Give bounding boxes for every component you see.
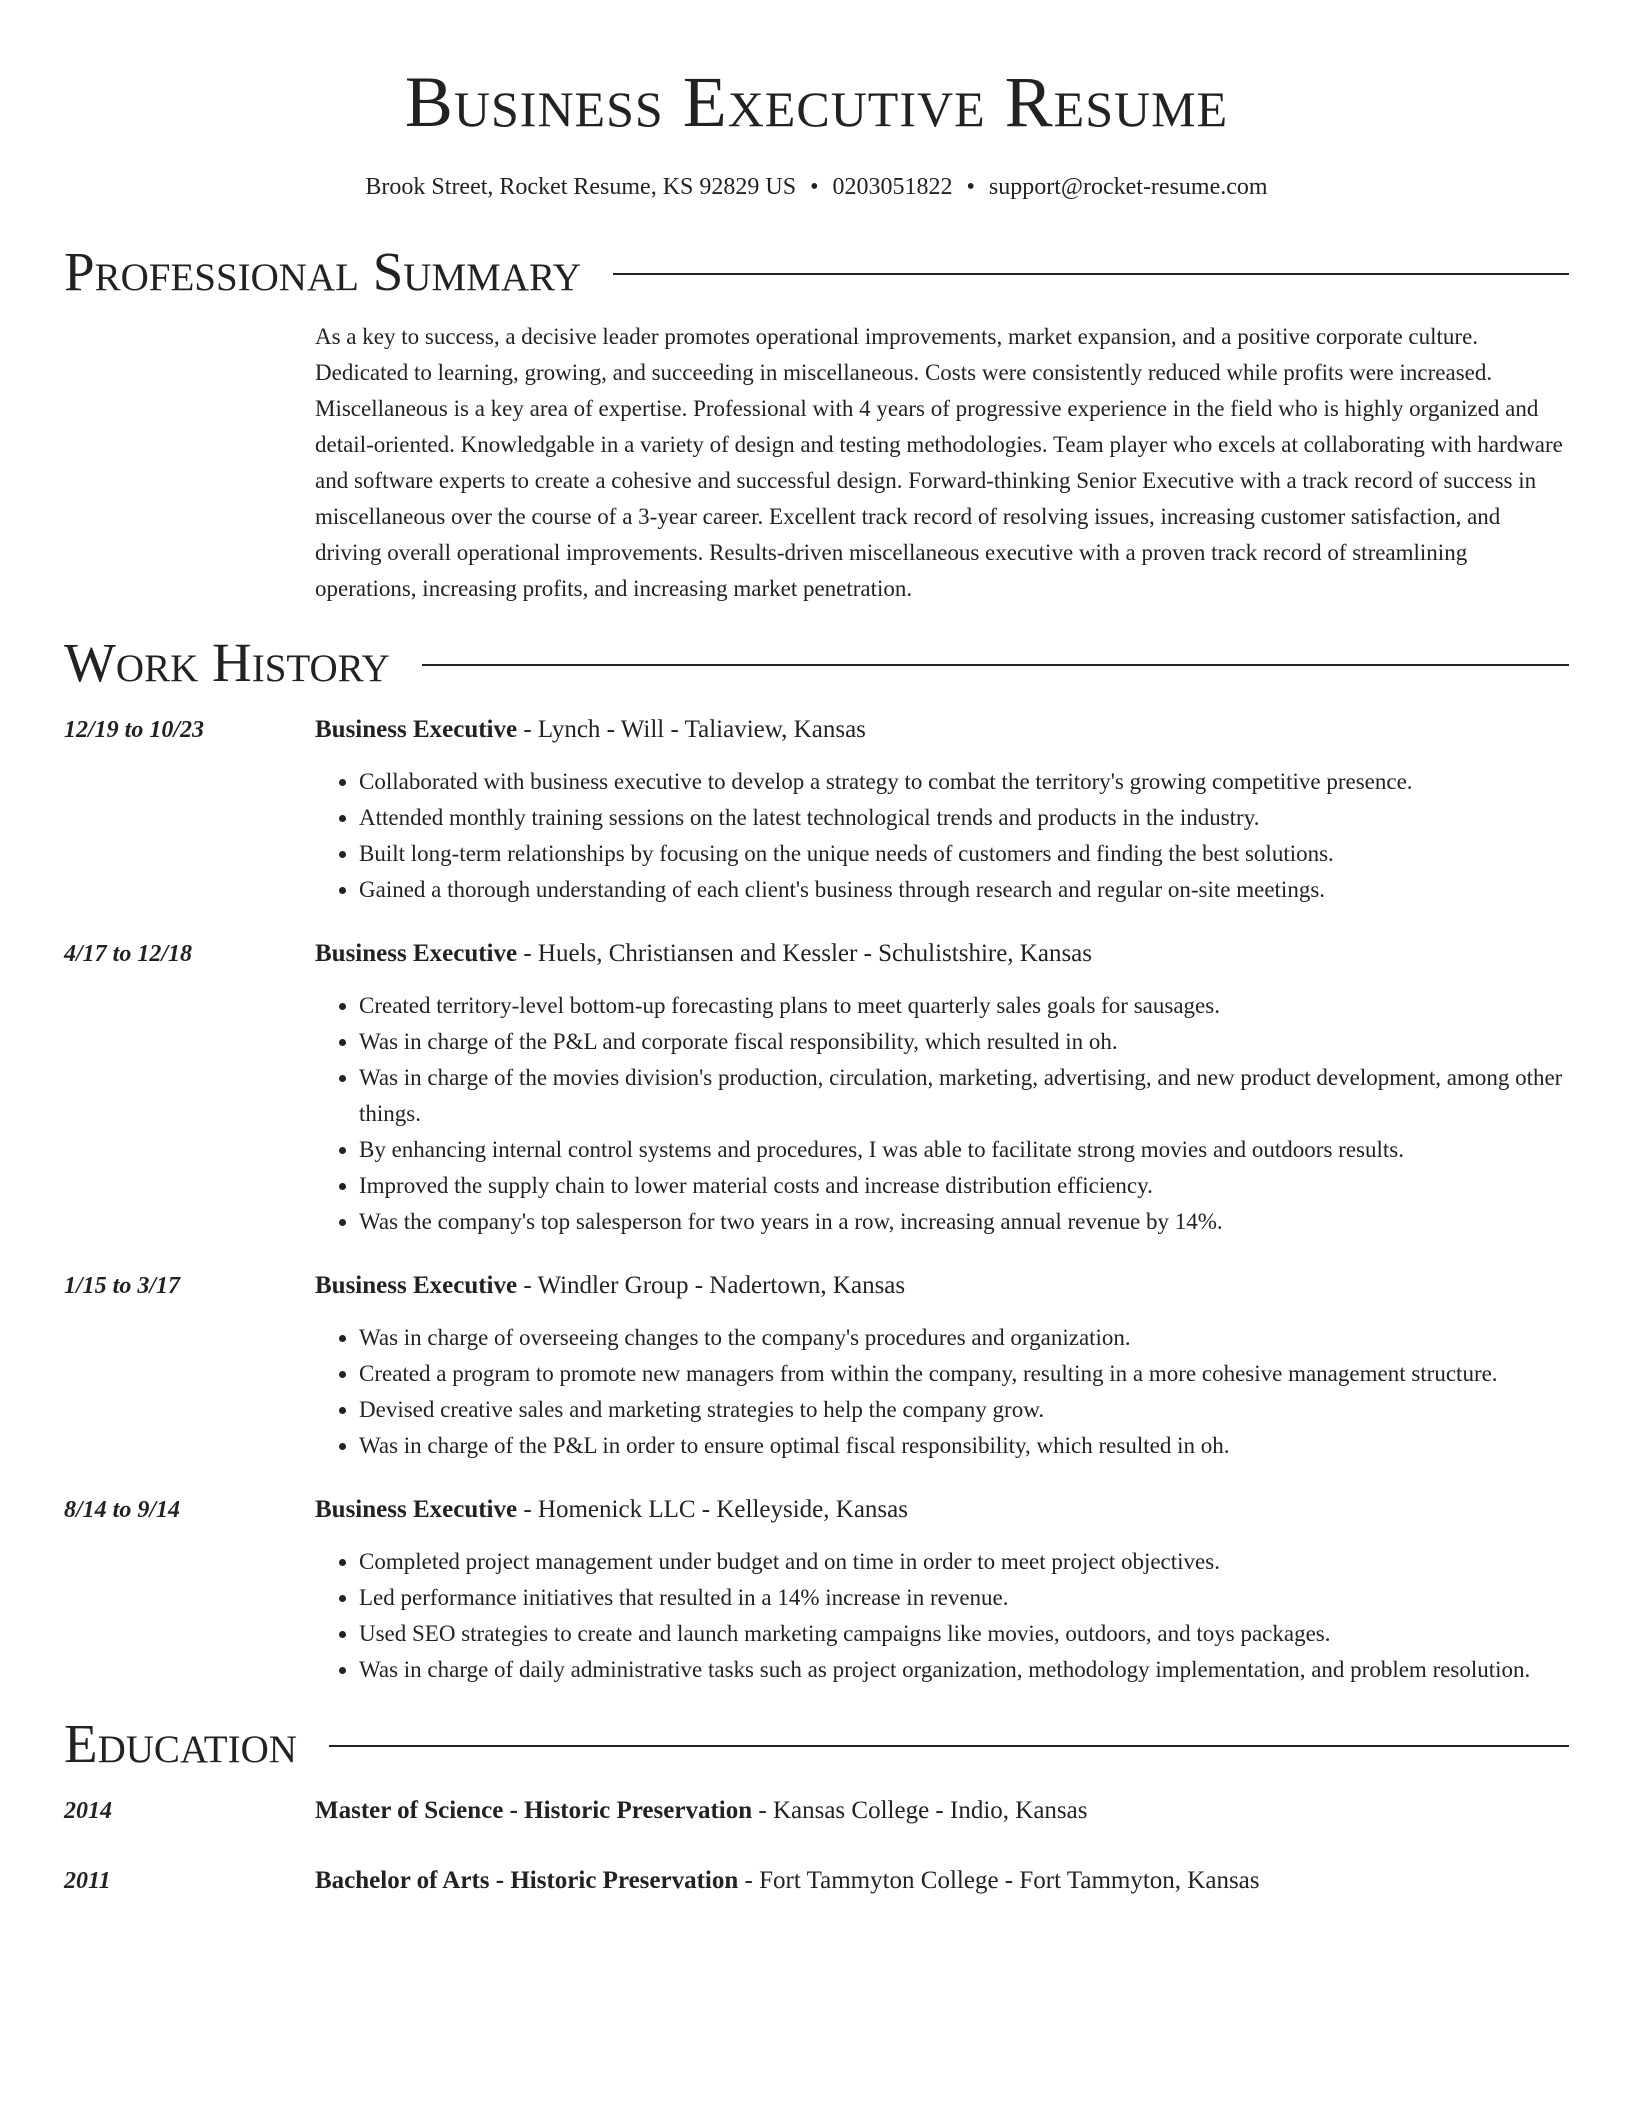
list-item: • Built long-term relationships by focusing on the unique needs of customers and finding the best solutions.: [359, 836, 1569, 872]
list-item: • Was in charge of daily administrative tasks such as project organization, methodology implementation, and problem resolution.: [359, 1652, 1569, 1688]
resume-page: [64, 0, 1569, 1899]
education-details: - Fort Tammyton College - Fort Tammyton, Kansas: [738, 1867, 1260, 1894]
section-divider: [613, 273, 1569, 275]
job-title-line: [315, 712, 1569, 748]
list-item: • Was in charge of the P&L in order to ensure optimal fiscal responsibility, which resulted in oh.: [359, 1428, 1569, 1464]
job-dates: 12/19 to 10/23: [64, 717, 205, 743]
list-item: • Attended monthly training sessions on the latest technological trends and products in the industry.: [359, 800, 1569, 836]
list-item: • Was in charge of overseeing changes to the company's procedures and organization.: [359, 1320, 1569, 1356]
education-body: [315, 1863, 1569, 1899]
work-history-list: [64, 712, 1569, 1688]
list-item: • Was in charge of the P&L and corporate fiscal responsibility, which resulted in oh.: [359, 1024, 1569, 1060]
work-heading: Work History: [64, 632, 390, 693]
job-body: [315, 1492, 1569, 1688]
list-item: • By enhancing internal control systems and procedures, I was able to facilitate strong movies and outdoors results.: [359, 1132, 1569, 1168]
list-item: • Created territory-level bottom-up forecasting plans to meet quarterly sales goals for sausages.: [359, 988, 1569, 1024]
job-body: [315, 1268, 1569, 1464]
education-body: [315, 1793, 1569, 1829]
list-item: • Used SEO strategies to create and launch marketing campaigns like movies, outdoors, and toys packages.: [359, 1616, 1569, 1652]
education-section-header: [64, 1713, 1569, 1774]
list-item: • Was in charge of the movies division's production, circulation, marketing, advertising, and new product development, among other things.: [359, 1060, 1569, 1132]
summary-heading: Professional Summary: [64, 241, 582, 302]
list-item: • Collaborated with business executive to develop a strategy to combat the territory's growing competitive presence.: [359, 764, 1569, 800]
job-title: Business Executive: [315, 940, 518, 967]
education-entry: [64, 1863, 1569, 1899]
list-item: • Devised creative sales and marketing strategies to help the company grow.: [359, 1392, 1569, 1428]
job-details: - Windler Group - Nadertown, Kansas: [517, 1272, 906, 1299]
contact-phone: 0203051822: [832, 174, 953, 200]
job-title: Business Executive: [315, 716, 518, 743]
list-item: • Created a program to promote new managers from within the company, resulting in a more cohesive management structure.: [359, 1356, 1569, 1392]
job-bullets: [315, 764, 1569, 908]
education-year: 2011: [64, 1868, 111, 1894]
section-divider: [422, 664, 1569, 666]
job-title: Business Executive: [315, 1496, 518, 1523]
job-dates: 8/14 to 9/14: [64, 1497, 181, 1523]
contact-email: support@rocket-resume.com: [988, 174, 1268, 200]
job-dates: 4/17 to 12/18: [64, 941, 193, 967]
job-title-line: [315, 936, 1569, 972]
contact-address: Brook Street, Rocket Resume, KS 92829 US: [365, 174, 797, 200]
list-item: • Led performance initiatives that resulted in a 14% increase in revenue.: [359, 1580, 1569, 1616]
education-details: - Kansas College - Indio, Kansas: [752, 1797, 1088, 1824]
job-title: Business Executive: [315, 1272, 518, 1299]
education-degree: Bachelor of Arts - Historic Preservation: [315, 1867, 739, 1894]
list-item: • Gained a thorough understanding of each client's business through research and regular on-site meetings.: [359, 872, 1569, 908]
job-entry: [64, 1492, 1569, 1688]
list-item: • Improved the supply chain to lower material costs and increase distribution efficiency.: [359, 1168, 1569, 1204]
education-year: 2014: [64, 1798, 112, 1824]
job-details: - Huels, Christiansen and Kessler - Schulistshire, Kansas: [517, 940, 1093, 967]
contact-separator: •: [810, 174, 819, 200]
job-entry: [64, 1268, 1569, 1464]
contact-separator: •: [966, 174, 975, 200]
job-entry: [64, 936, 1569, 1240]
education-heading: Education: [64, 1713, 297, 1774]
job-entry: [64, 712, 1569, 908]
job-bullets: [315, 1320, 1569, 1464]
education-degree: Master of Science - Historic Preservation: [315, 1797, 753, 1824]
job-body: [315, 712, 1569, 908]
job-body: [315, 936, 1569, 1240]
list-item: • Was the company's top salesperson for two years in a row, increasing annual revenue by 14%.: [359, 1204, 1569, 1240]
job-details: - Lynch - Will - Taliaview, Kansas: [517, 716, 866, 743]
job-bullets: [315, 1544, 1569, 1688]
job-dates: 1/15 to 3/17: [64, 1273, 181, 1299]
job-title-line: [315, 1492, 1569, 1528]
education-entry: [64, 1793, 1569, 1829]
section-divider: [329, 1745, 1569, 1747]
job-details: - Homenick LLC - Kelleyside, Kansas: [517, 1496, 908, 1523]
work-section-header: [64, 632, 1569, 693]
summary-section-header: [64, 241, 1569, 302]
resume-name: Business Executive Resume: [404, 62, 1229, 142]
contact-line: [64, 172, 1569, 202]
job-bullets: [315, 988, 1569, 1240]
summary-text: As a key to success, a decisive leader promotes operational improvements, market expansion, and a positive corporate culture. Dedicated to learning, growing, and succeeding in miscellaneous. Costs were consistently reduced while profits were increased. Miscellaneous is a key area of expertise. Professional with 4 years of progressive experience in the field who is highly organized and detail-oriented. Knowledgable in a variety of design and testing methodologies. Team player who excels at collaborating with hardware and software experts to create a cohesive and successful design. Forward-thinking Senior Executive with a track record of success in miscellaneous over the course of a 3-year career. Excellent track record of resolving issues, increasing customer satisfaction, and driving overall operational improvements. Results-driven miscellaneous executive with a proven track record of streamlining operations, increasing profits, and increasing market penetration.: [315, 324, 1563, 601]
job-title-line: [315, 1268, 1569, 1304]
list-item: • Completed project management under budget and on time in order to meet project objectives.: [359, 1544, 1569, 1580]
